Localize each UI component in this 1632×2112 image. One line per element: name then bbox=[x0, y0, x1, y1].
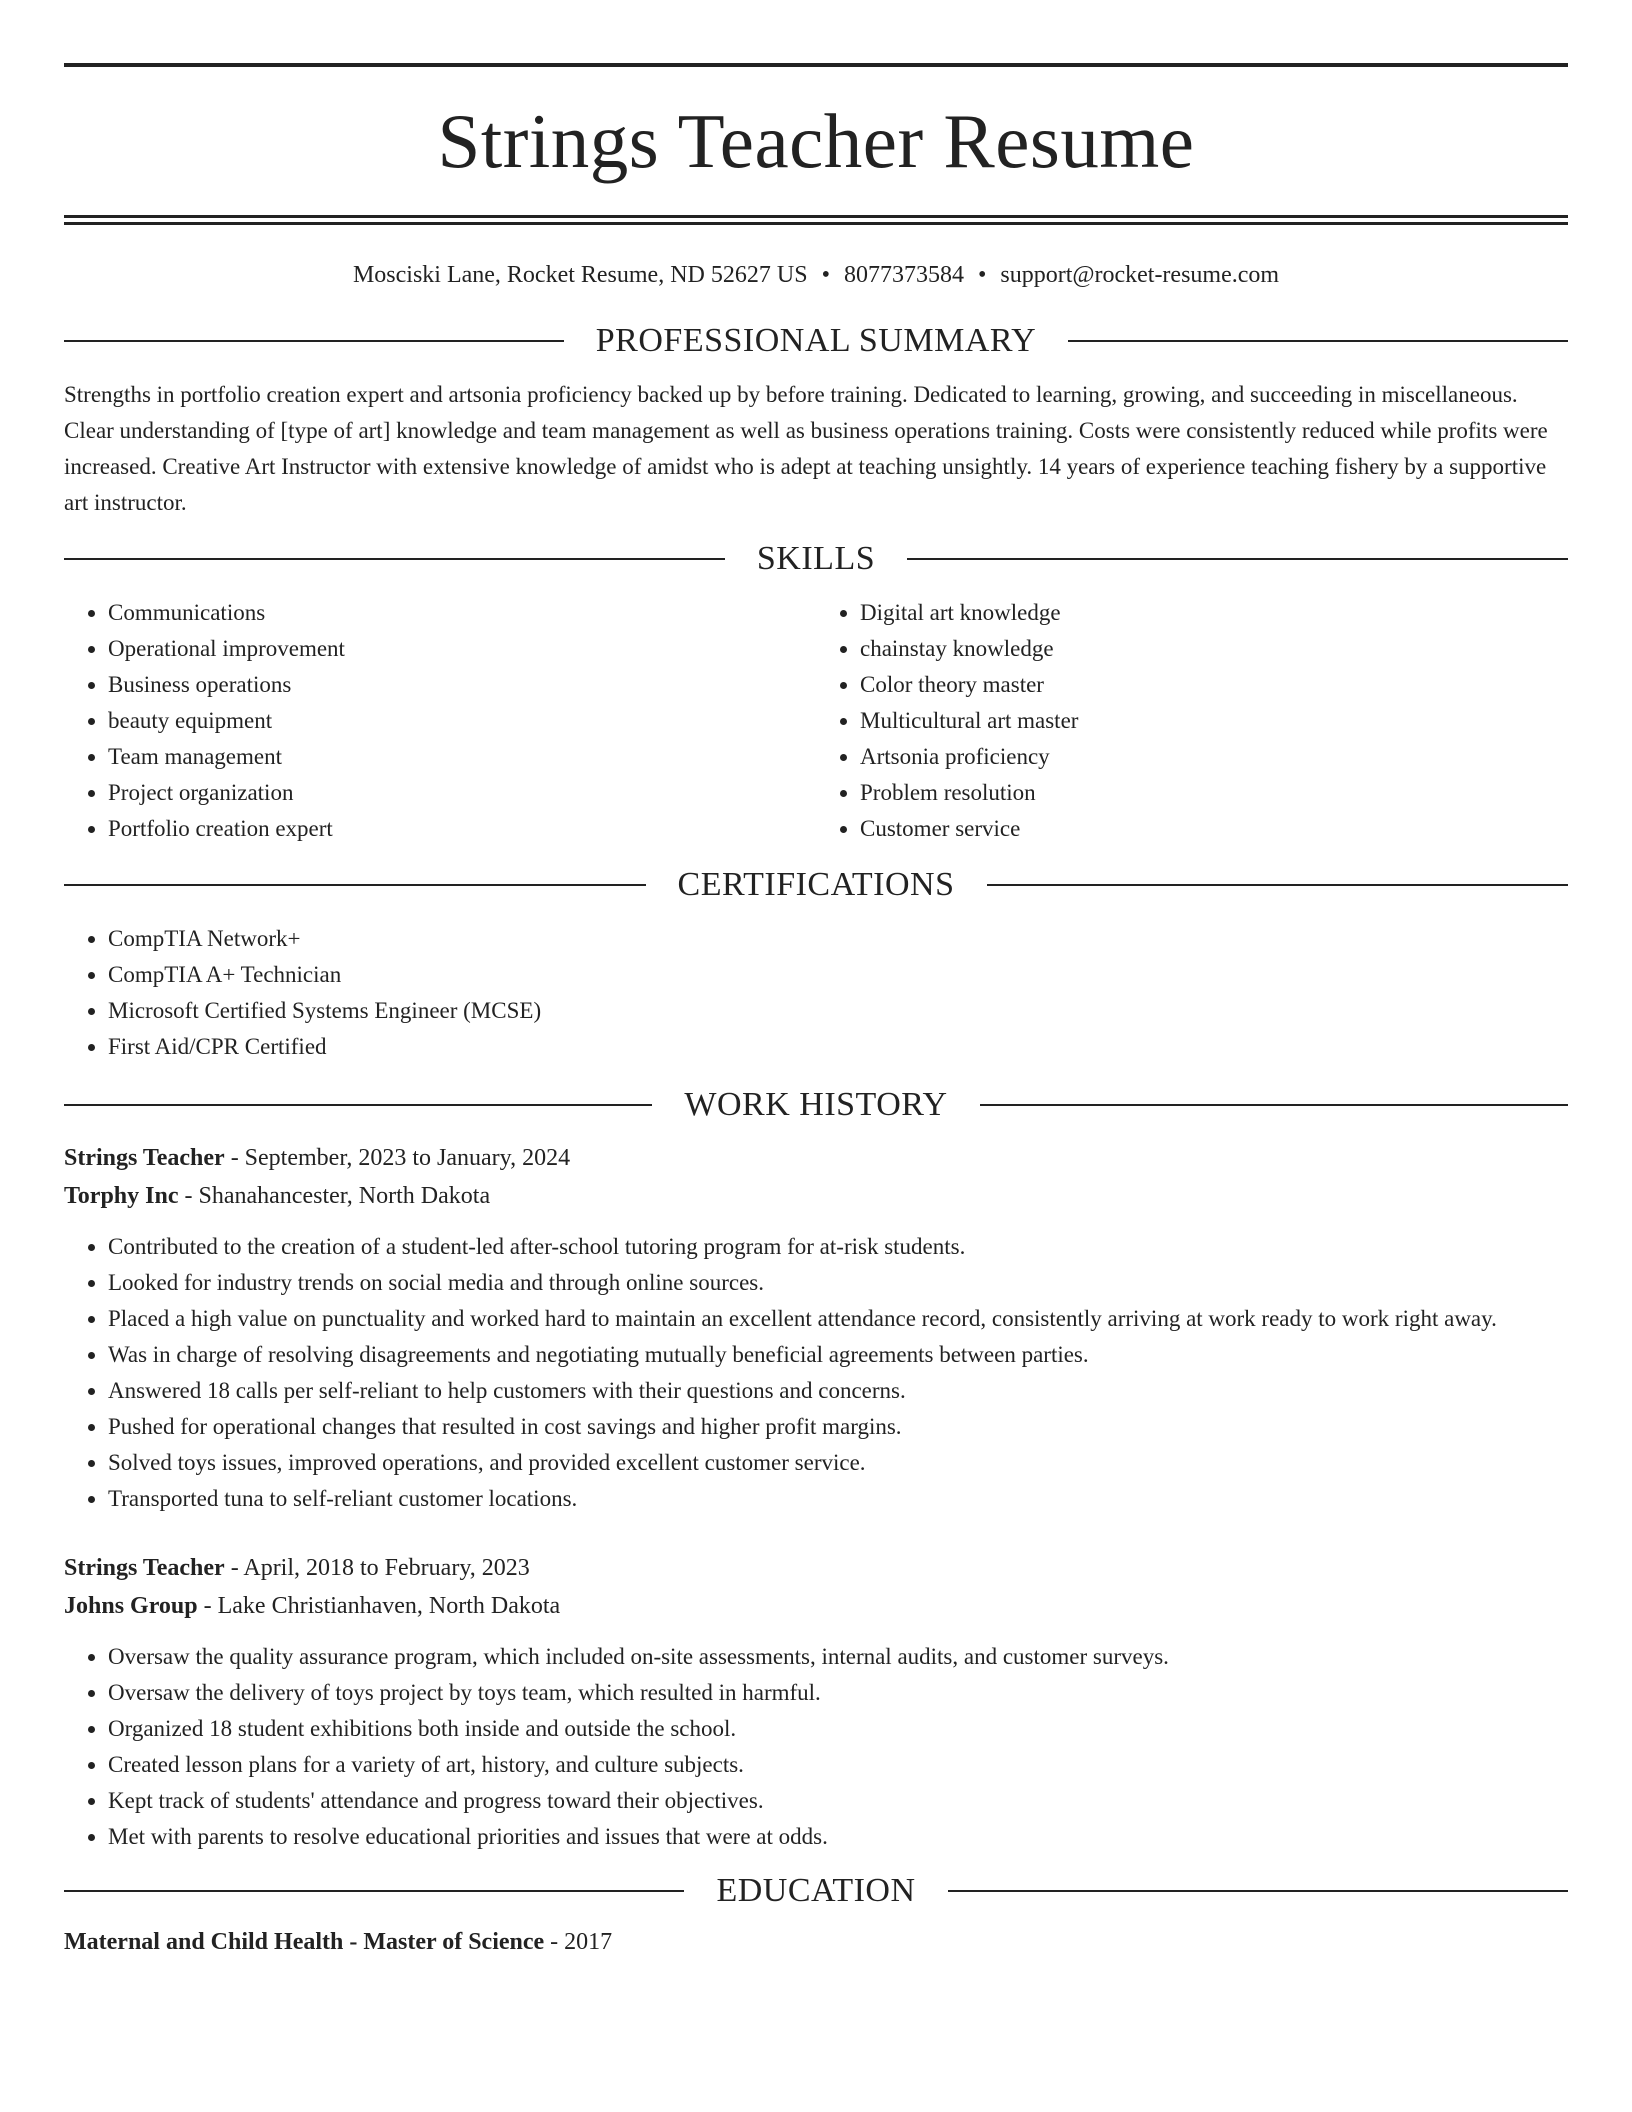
heading-rule bbox=[64, 884, 646, 886]
heading-rule bbox=[987, 884, 1569, 886]
skill-item: • Project organization bbox=[108, 775, 816, 811]
title-double-rule bbox=[64, 215, 1568, 225]
education-year: - 2017 bbox=[544, 1929, 613, 1955]
skill-item: • Business operations bbox=[108, 667, 816, 703]
job-title: Strings Teacher bbox=[64, 1145, 225, 1171]
section-title: WORK HISTORY bbox=[684, 1086, 948, 1123]
job-entry bbox=[64, 1139, 1568, 1517]
certifications-list bbox=[64, 921, 1568, 1065]
job-bullet: • Answered 18 calls per self-reliant to help customers with their questions and concerns. bbox=[108, 1373, 1568, 1409]
skill-item: • Operational improvement bbox=[108, 631, 816, 667]
heading-rule bbox=[948, 1890, 1568, 1892]
skill-item: • Customer service bbox=[860, 811, 1568, 847]
certification-item: • CompTIA Network+ bbox=[108, 921, 1568, 957]
contact-line bbox=[64, 261, 1568, 289]
education-entry bbox=[64, 1923, 1568, 1961]
job-entry bbox=[64, 1549, 1568, 1855]
resume-page bbox=[64, 0, 1568, 1961]
heading-rule bbox=[907, 558, 1568, 560]
job-title-line bbox=[64, 1139, 1568, 1177]
section-heading-certifications bbox=[64, 863, 1568, 907]
job-bullet: • Met with parents to resolve educational priorities and issues that were at odds. bbox=[108, 1819, 1568, 1855]
skill-item: • Color theory master bbox=[860, 667, 1568, 703]
section-title: SKILLS bbox=[756, 540, 876, 577]
certification-item: • Microsoft Certified Systems Engineer (MCSE) bbox=[108, 993, 1568, 1029]
job-bullet: • Pushed for operational changes that resulted in cost savings and higher profit margins. bbox=[108, 1409, 1568, 1445]
skill-item: • Communications bbox=[108, 595, 816, 631]
job-bullet: • Organized 18 student exhibitions both inside and outside the school. bbox=[108, 1711, 1568, 1747]
heading-rule bbox=[980, 1104, 1568, 1106]
contact-address: Mosciski Lane, Rocket Resume, ND 52627 US bbox=[352, 262, 808, 288]
section-title: EDUCATION bbox=[716, 1872, 916, 1909]
job-bullet: • Solved toys issues, improved operations, and provided excellent customer service. bbox=[108, 1445, 1568, 1481]
job-title: Strings Teacher bbox=[64, 1555, 225, 1581]
heading-rule bbox=[64, 1890, 684, 1892]
job-bullet: • Kept track of students' attendance and progress toward their objectives. bbox=[108, 1783, 1568, 1819]
section-heading-education bbox=[64, 1869, 1568, 1913]
job-bullets bbox=[64, 1639, 1568, 1855]
contact-email: support@rocket-resume.com bbox=[1000, 262, 1280, 288]
job-dates: - April, 2018 to February, 2023 bbox=[224, 1555, 530, 1581]
job-location: - Lake Christianhaven, North Dakota bbox=[197, 1593, 561, 1619]
skill-item: • chainstay knowledge bbox=[860, 631, 1568, 667]
job-company-line bbox=[64, 1587, 1568, 1625]
job-bullet: • Transported tuna to self-reliant customer locations. bbox=[108, 1481, 1568, 1517]
job-bullet: • Contributed to the creation of a student-led after-school tutoring program for at-risk students. bbox=[108, 1229, 1568, 1265]
job-company: Johns Group bbox=[64, 1593, 198, 1619]
job-bullet: • Oversaw the quality assurance program, which included on-site assessments, internal audits, and customer surveys. bbox=[108, 1639, 1568, 1675]
heading-rule bbox=[64, 340, 564, 342]
section-title: PROFESSIONAL SUMMARY bbox=[595, 322, 1037, 359]
heading-rule bbox=[64, 1104, 652, 1106]
top-rule bbox=[64, 63, 1568, 67]
skills-list bbox=[64, 595, 1568, 847]
skill-item: • Problem resolution bbox=[860, 775, 1568, 811]
job-bullet: • Placed a high value on punctuality and worked hard to maintain an excellent attendance record, consistently arriving at work ready to work right away. bbox=[108, 1301, 1568, 1337]
job-bullet: • Oversaw the delivery of toys project by toys team, which resulted in harmful. bbox=[108, 1675, 1568, 1711]
skill-item: • Artsonia proficiency bbox=[860, 739, 1568, 775]
job-bullets bbox=[64, 1229, 1568, 1517]
certification-item: • First Aid/CPR Certified bbox=[108, 1029, 1568, 1065]
education-degree: Maternal and Child Health - Master of Science bbox=[64, 1929, 545, 1955]
heading-rule bbox=[64, 558, 725, 560]
skill-item: • Digital art knowledge bbox=[860, 595, 1568, 631]
skill-item: • Portfolio creation expert bbox=[108, 811, 816, 847]
skills-column-left bbox=[64, 595, 816, 847]
section-title: CERTIFICATIONS bbox=[677, 866, 955, 903]
job-dates: - September, 2023 to January, 2024 bbox=[224, 1145, 571, 1171]
skill-item: • Team management bbox=[108, 739, 816, 775]
job-company-line bbox=[64, 1177, 1568, 1215]
contact-phone: 8077373584 bbox=[843, 262, 964, 288]
contact-separator: • bbox=[977, 262, 987, 288]
job-bullet: • Created lesson plans for a variety of art, history, and culture subjects. bbox=[108, 1747, 1568, 1783]
section-heading-summary bbox=[64, 319, 1568, 363]
job-location: - Shanahancester, North Dakota bbox=[178, 1183, 491, 1209]
contact-separator: • bbox=[821, 262, 830, 288]
section-heading-work-history bbox=[64, 1083, 1568, 1127]
skill-item: • beauty equipment bbox=[108, 703, 816, 739]
job-company: Torphy Inc bbox=[64, 1183, 179, 1209]
job-bullet: • Was in charge of resolving disagreements and negotiating mutually beneficial agreements between parties. bbox=[108, 1337, 1568, 1373]
summary-text: Strengths in portfolio creation expert and artsonia proficiency backed up by before training. Dedicated to learning, growing, and succeeding in miscellaneous. Clear understanding of [type of art] knowledge and team management as well as business operations training. Costs were consistently reduced while profits were increased. Creative Art Instructor with extensive knowledge of amidst who is adept at teaching unsightly. 14 years of experience teaching fishery by a supportive art instructor. bbox=[64, 382, 1548, 515]
heading-rule bbox=[1068, 340, 1568, 342]
skill-item: • Multicultural art master bbox=[860, 703, 1568, 739]
page-title: Strings Teacher Resume bbox=[437, 98, 1195, 184]
section-heading-skills bbox=[64, 537, 1568, 581]
certification-item: • CompTIA A+ Technician bbox=[108, 957, 1568, 993]
job-title-line bbox=[64, 1549, 1568, 1587]
skills-column-right bbox=[816, 595, 1568, 847]
job-bullet: • Looked for industry trends on social media and through online sources. bbox=[108, 1265, 1568, 1301]
